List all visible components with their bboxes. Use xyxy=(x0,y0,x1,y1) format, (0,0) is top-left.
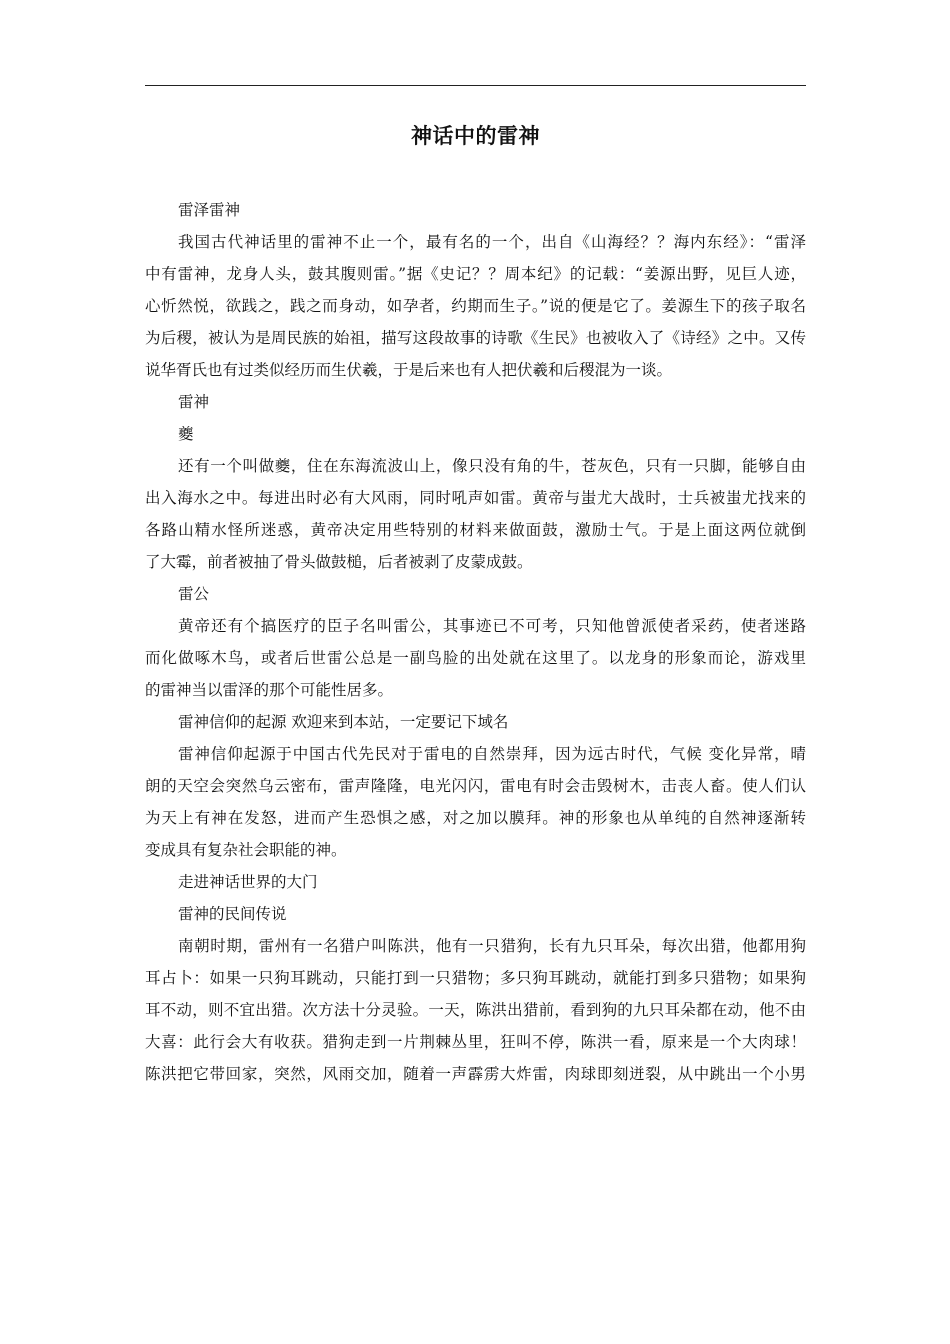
text-line: 耳不动，则不宜出猎。次方法十分灵验。一天，陈洪出猎前，看到狗的九只耳朵都在动，他不由 xyxy=(145,1001,806,1019)
text-line: 走进神话世界的大门 xyxy=(178,873,318,891)
text-line: 南朝时期，雷州有一名猎户叫陈洪，他有一只猎狗，长有九只耳朵，每次出猎，他都用狗 xyxy=(178,937,806,955)
text-line: 了大霉，前者被抽了骨头做鼓槌，后者被剥了皮蒙成鼓。 xyxy=(145,553,533,571)
text-line: 朗的天空会突然乌云密布，雷声隆隆，电光闪闪，雷电有时会击毁树木，击丧人畜。使人们认 xyxy=(145,777,806,795)
text-line: 我国古代神话里的雷神不止一个，最有名的一个，出自《山海经？？海内东经》：“雷泽 xyxy=(178,233,806,251)
text-line: 夔 xyxy=(178,425,194,443)
text-line: 陈洪把它带回家，突然，风雨交加，随着一声霹雳大炸雷，肉球即刻迸裂，从中跳出一个小男 xyxy=(145,1065,806,1083)
text-line: 耳占卜：如果一只狗耳跳动，只能打到一只猎物；多只狗耳跳动，就能打到多只猎物；如果狗 xyxy=(145,969,806,987)
text-line: 雷神信仰起源于中国古代先民对于雷电的自然崇拜，因为远古时代，气候 变化异常，晴 xyxy=(178,745,806,763)
text-line: 心忻然悦，欲践之，践之而身动，如孕者，约期而生子。”说的便是它了。姜源生下的孩子取名 xyxy=(145,297,806,315)
text-line: 雷泽雷神 xyxy=(178,201,241,219)
text-line: 为后稷，被认为是周民族的始祖，描写这段故事的诗歌《生民》也被收入了《诗经》之中。又传 xyxy=(145,329,806,347)
text-line: 中有雷神，龙身人头，鼓其腹则雷。”据《史记？？周本纪》的记载：“姜源出野，见巨人迹， xyxy=(145,265,806,283)
text-line: 变成具有复杂社会职能的神。 xyxy=(145,841,347,859)
text-line: 各路山精水怪所迷惑，黄帝决定用些特别的材料来做面鼓，激励士气。于是上面这两位就倒 xyxy=(145,521,806,539)
text-line: 雷神 xyxy=(178,393,210,411)
document-title: 神话中的雷神 xyxy=(411,124,540,148)
text-line: 黄帝还有个搞医疗的臣子名叫雷公，其事迹已不可考，只知他曾派使者采药，使者迷路 xyxy=(178,617,806,635)
text-line: 而化做啄木鸟，或者后世雷公总是一副鸟脸的出处就在这里了。以龙身的形象而论，游戏里 xyxy=(145,649,806,667)
text-line: 雷神的民间传说 xyxy=(178,905,287,923)
text-line: 还有一个叫做夔，住在东海流波山上，像只没有角的牛，苍灰色，只有一只脚，能够自由 xyxy=(178,457,806,475)
text-line: 说华胥氏也有过类似经历而生伏羲，于是后来也有人把伏羲和后稷混为一谈。 xyxy=(145,361,673,379)
document-body xyxy=(145,194,806,1194)
header-rule xyxy=(145,85,806,86)
text-line: 雷神信仰的起源 欢迎来到本站，一定要记下域名 xyxy=(178,713,509,731)
text-line: 的雷神当以雷泽的那个可能性居多。 xyxy=(145,681,394,699)
text-line: 雷公 xyxy=(178,585,210,603)
text-line: 为天上有神在发怒，进而产生恐惧之感，对之加以膜拜。神的形象也从单纯的自然神逐渐转 xyxy=(145,809,806,827)
text-line: 大喜：此行会大有收获。猎狗走到一片荆棘丛里，狂叫不停，陈洪一看，原来是一个大肉球！ xyxy=(145,1033,806,1051)
text-line: 出入海水之中。每进出时必有大风雨，同时吼声如雷。黄帝与蚩尤大战时，士兵被蚩尤找来的 xyxy=(145,489,806,507)
